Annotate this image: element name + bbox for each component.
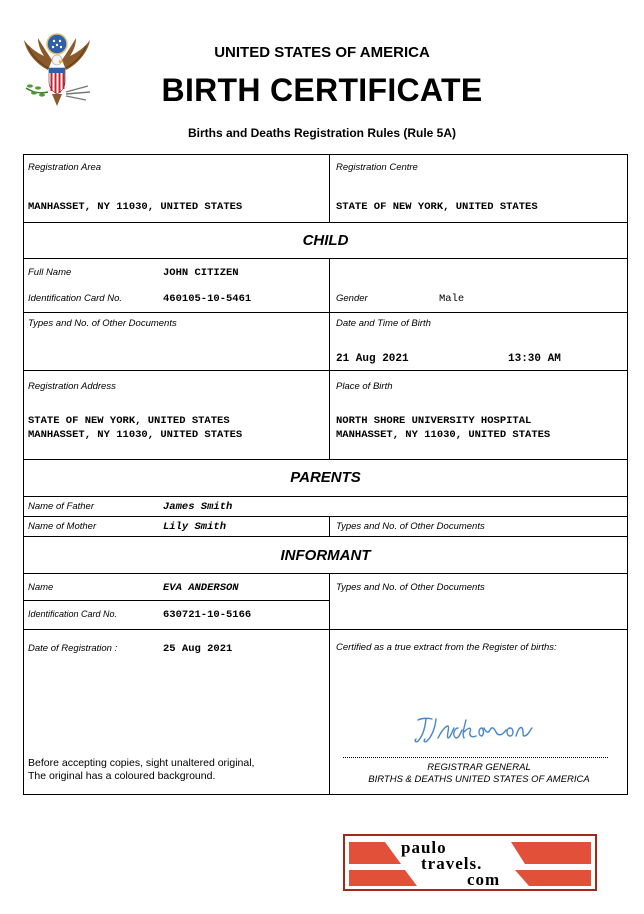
- informant-name-label: Name: [28, 582, 54, 593]
- registration-centre-value: STATE OF NEW YORK, UNITED STATES: [336, 201, 538, 213]
- place-of-birth-line2: MANHASSET, NY 11030, UNITED STATES: [336, 429, 551, 441]
- column-divider: [329, 516, 330, 536]
- registration-area-label: Registration Area: [28, 162, 102, 173]
- paulo-travels-logo: [343, 834, 597, 891]
- birth-date-value: 21 Aug 2021: [336, 353, 409, 365]
- row-divider: [23, 222, 628, 223]
- row-divider: [23, 370, 628, 371]
- registration-address-line1: STATE OF NEW YORK, UNITED STATES: [28, 415, 230, 427]
- place-of-birth-line1: NORTH SHORE UNIVERSITY HOSPITAL: [336, 415, 532, 427]
- registrar-signature: [412, 708, 536, 748]
- certified-extract-label: Certified as a true extract from the Register of births:: [336, 642, 557, 653]
- logo-text-line3: com: [467, 870, 501, 889]
- parents-other-documents-label: Types and No. of Other Documents: [336, 521, 485, 532]
- child-id-value: 460105-10-5461: [163, 293, 252, 305]
- informant-other-documents-label: Types and No. of Other Documents: [336, 582, 485, 593]
- row-divider: [23, 629, 628, 630]
- row-divider: [23, 516, 628, 517]
- row-divider: [23, 496, 628, 497]
- informant-id-value: 630721-10-5166: [163, 609, 252, 621]
- row-divider: [23, 258, 628, 259]
- birth-time-value: 13:30 AM: [508, 353, 561, 365]
- row-divider: [23, 459, 628, 460]
- informant-name-value: EVA ANDERSON: [163, 582, 239, 594]
- row-divider: [23, 536, 628, 537]
- rule-subtitle: Births and Deaths Registration Rules (Rule 5A): [187, 126, 457, 140]
- row-divider: [23, 573, 628, 574]
- date-of-registration-label: Date of Registration :: [28, 643, 118, 654]
- column-divider: [329, 154, 330, 222]
- signature-line: [343, 757, 608, 758]
- registration-address-line2: MANHASSET, NY 11030, UNITED STATES: [28, 429, 243, 441]
- original-note-line1: Before accepting copies, sight unaltered original,: [28, 757, 255, 769]
- child-other-documents-label: Types and No. of Other Documents: [28, 318, 177, 329]
- original-note-line2: The original has a coloured background.: [28, 770, 216, 782]
- logo-text-line1: paulo: [401, 838, 447, 857]
- date-time-of-birth-label: Date and Time of Birth: [336, 318, 431, 329]
- mother-name-value: Lily Smith: [163, 521, 227, 533]
- column-divider: [329, 258, 330, 459]
- father-name-value: James Smith: [163, 501, 233, 513]
- child-full-name-label: Full Name: [28, 267, 72, 278]
- registration-centre-label: Registration Centre: [336, 162, 418, 173]
- registration-area-value: MANHASSET, NY 11030, UNITED STATES: [28, 201, 243, 213]
- place-of-birth-label: Place of Birth: [336, 381, 393, 392]
- registration-address-label: Registration Address: [28, 381, 116, 392]
- row-divider: [23, 312, 628, 313]
- child-full-name-value: JOHN CITIZEN: [163, 267, 239, 279]
- gender-label: Gender: [336, 293, 368, 304]
- registrar-department: BIRTHS & DEATHS UNITED STATES OF AMERICA: [368, 774, 590, 785]
- eagle-seal-icon: [18, 30, 96, 112]
- country-heading: UNITED STATES OF AMERICA: [214, 44, 430, 61]
- mother-name-label: Name of Mother: [28, 521, 97, 532]
- registrar-title: REGISTRAR GENERAL: [427, 762, 531, 773]
- informant-section-heading: INFORMANT: [280, 547, 371, 564]
- logo-text-line2: travels.: [421, 854, 483, 873]
- father-name-label: Name of Father: [28, 501, 94, 512]
- date-of-registration-value: 25 Aug 2021: [163, 643, 233, 655]
- parents-section-heading: PARENTS: [290, 469, 361, 486]
- child-section-heading: CHILD: [302, 232, 349, 249]
- gender-value: Male: [439, 293, 465, 305]
- informant-id-label: Identification Card No.: [28, 609, 118, 619]
- child-id-label: Identification Card No.: [28, 293, 122, 304]
- row-divider: [23, 600, 329, 601]
- certificate-title: BIRTH CERTIFICATE: [161, 72, 483, 108]
